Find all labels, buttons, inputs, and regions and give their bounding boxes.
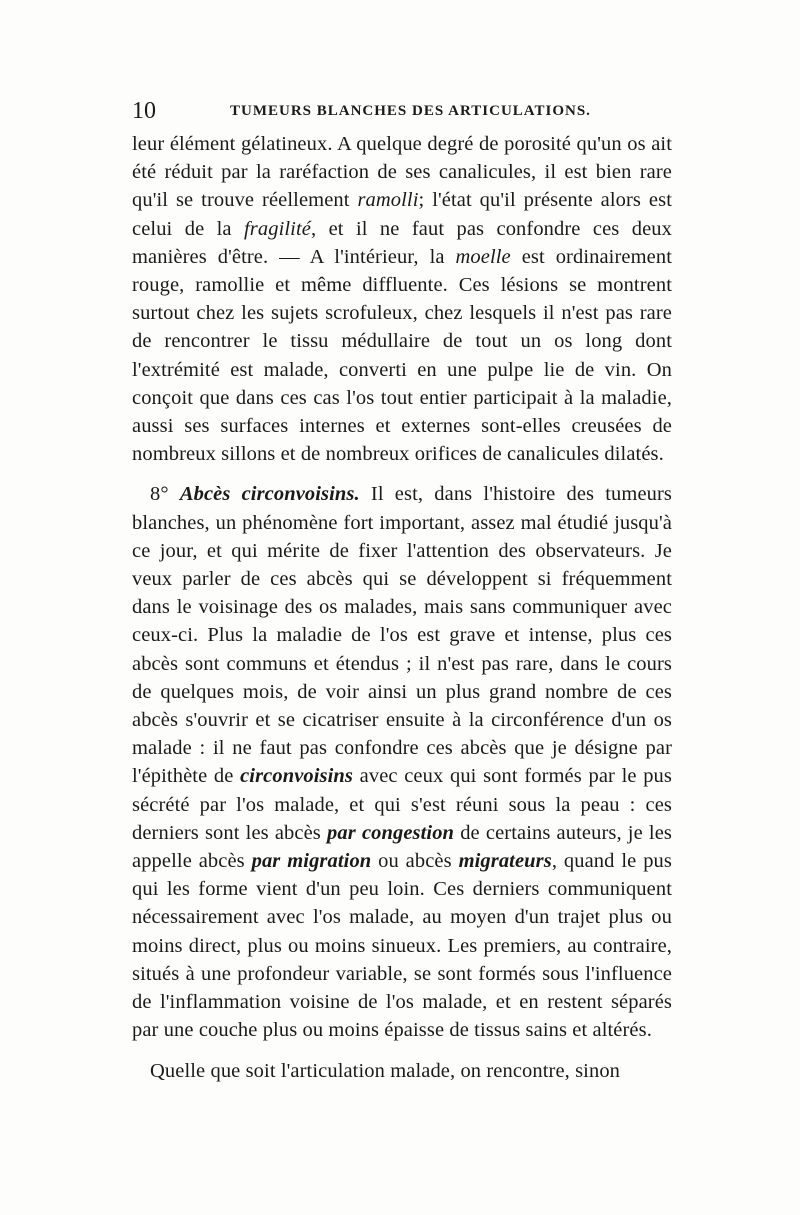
- text-run: leur élément gélatineux. A quelque degré de porosité qu'un os ait été réduit par la raréfaction de ses canalicules, il est bien rare qu'il se trouve réellement: [132, 133, 672, 212]
- paragraph: [132, 1057, 672, 1085]
- text-run: de certains auteurs, je les appelle abcès: [132, 821, 672, 873]
- text-run: Il est, dans l'histoire des tumeurs blanches, un phénomène fort important, assez mal étudié jusqu'à ce jour, et qui mérite de fixer l'attention des observateurs. Je veux parler de ces abcès qui se développent si fréquemment dans le voisinage des os malades, mais sans communiquer avec ceux-ci. Plus la maladie de l'os est grave et intense, plus ces abcès sont communs et étendus ; il n'est pas rare, dans le cours de quelques mois, de voir ainsi un plus grand nombre de ces abcès s'ouvrir et se cicatriser ensuite à la circonférence d'un os malade : il ne faut pas confondre ces abcès que je désigne par l'épithète de: [132, 483, 673, 788]
- paragraph: [132, 480, 672, 1044]
- bold-italic-term: par migration: [251, 850, 372, 873]
- text-run: Quelle que soit l'articulation malade, on rencontre, sinon: [150, 1059, 621, 1082]
- page-header: [132, 96, 672, 126]
- bold-italic-term: circonvoisins: [240, 765, 354, 788]
- text-run: est ordinairement rouge, ramollie et même diffluente. Ces lésions se montrent surtout chez les sujets scrofuleux, chez lesquels il n'est pas rare de rencontrer le tissu médullaire de tout un os long dont l'extrémité est malade, converti en une pulpe lie de vin. On conçoit que dans ces cas l'os tout entier participait à la maladie, aussi ses surfaces internes et externes sont-elles creusées de nombreux sillons et de nombreux orifices de canalicules dilatés.: [132, 245, 672, 466]
- bold-italic-term: migrateurs: [458, 850, 552, 873]
- italic-term: ramolli: [357, 189, 419, 212]
- italic-term: fragilité: [244, 217, 311, 240]
- text-run: ; l'état qu'il présente alors est celui de la: [132, 189, 672, 240]
- bold-italic-term: par congestion: [327, 821, 455, 844]
- body-text: [132, 130, 672, 1085]
- bold-italic-term: Abcès circonvoisins.: [179, 483, 360, 506]
- text-run: , quand le pus qui les forme vient d'un peu loin. Ces derniers communiquent nécessairement avec l'os malade, au moyen d'un trajet plus ou moins direct, plus ou moins sinueux. Les premiers, au contraire, situés à une profondeur variable, se sont formés sous l'influence de l'inflammation voisine de l'os malade, et en restent séparés par une couche plus ou moins épaisse de tissus sains et altérés.: [132, 850, 672, 1042]
- text-run: ou abcès: [371, 850, 459, 873]
- text-run: 8°: [150, 483, 180, 506]
- italic-term: moelle: [455, 245, 511, 268]
- text-run: avec ceux qui sont formés par le pus sécrété par l'os malade, et qui s'est réuni sous la peau : ces derniers sont les abcès: [132, 765, 672, 844]
- paragraph: [132, 130, 672, 468]
- text-run: , et il ne faut pas confondre ces deux manières d'être. — A l'intérieur, la: [132, 217, 672, 268]
- running-title: TUMEURS BLANCHES DES ARTICULATIONS.: [230, 103, 591, 119]
- page-number: 10: [132, 98, 156, 124]
